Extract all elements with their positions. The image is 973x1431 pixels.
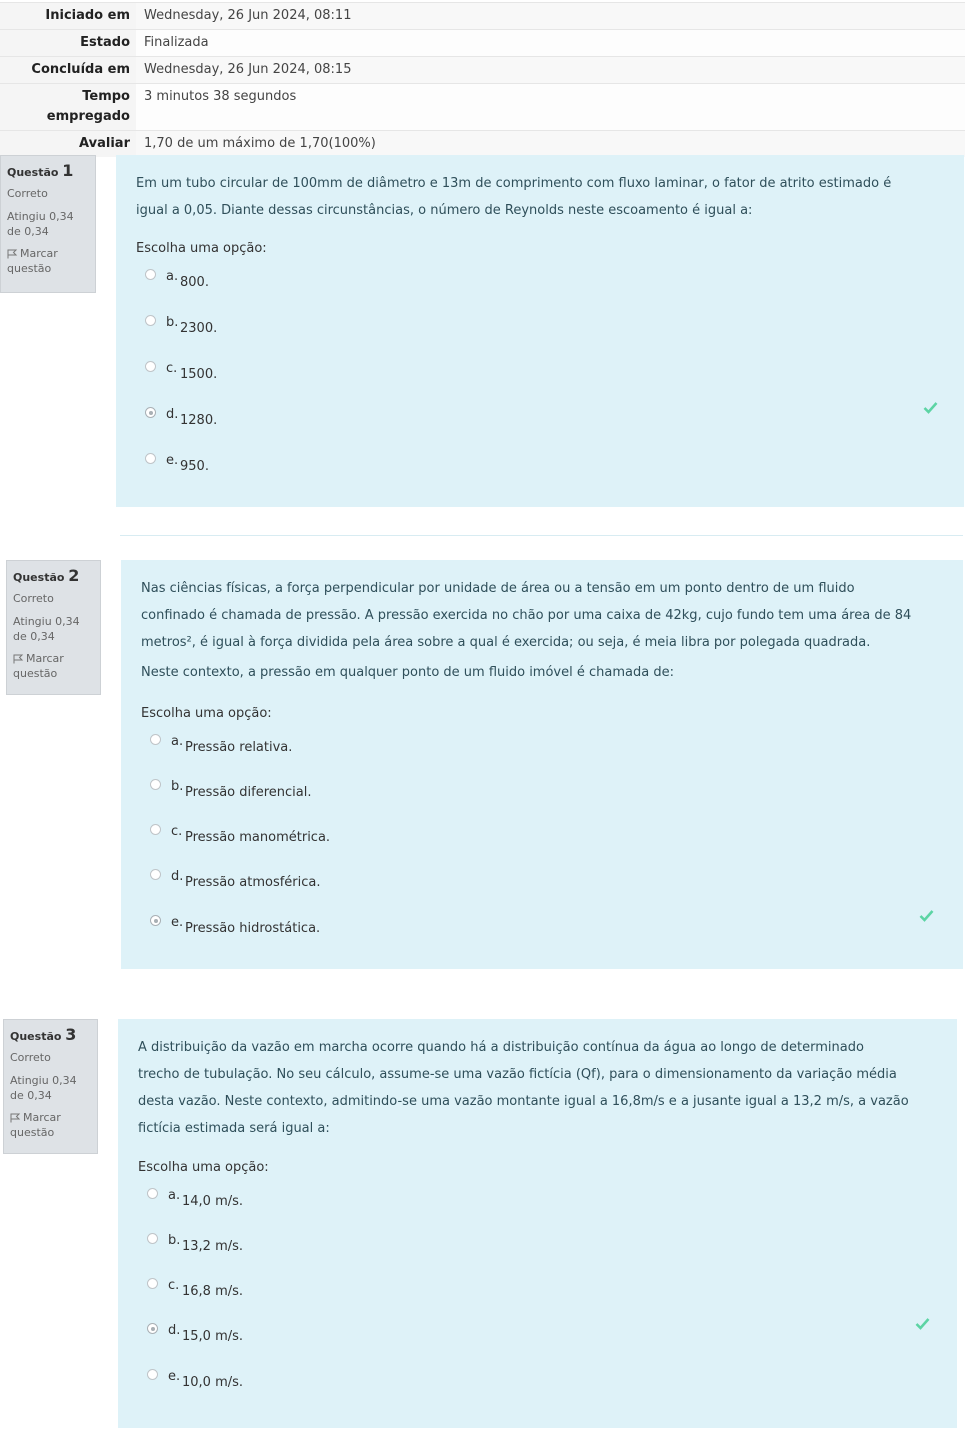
check-icon [923, 401, 938, 414]
radio-button[interactable] [147, 1369, 158, 1380]
answer-option[interactable]: d. Pressão atmosférica. [141, 867, 943, 913]
summary-label: Estado [0, 30, 136, 57]
question-info [0, 155, 96, 293]
summary-row-completed [0, 57, 965, 84]
question-grade: Atingiu 0,34 de 0,34 [7, 210, 74, 238]
question-content [116, 155, 964, 507]
answer-options [141, 732, 943, 959]
summary-label: Tempo empregado [0, 84, 136, 131]
answer-option[interactable]: b. 2300. [136, 313, 944, 359]
summary-value: 1,70 de um máximo de 1,70(100%) [136, 131, 965, 158]
answer-option[interactable]: e. 950. [136, 451, 944, 497]
answer-options [138, 1186, 937, 1413]
summary-row-time [0, 84, 965, 131]
radio-button[interactable] [145, 453, 156, 464]
summary-value: Finalizada [136, 30, 965, 57]
radio-button-checked[interactable] [147, 1323, 158, 1334]
question-title: Questão 1 [7, 161, 74, 180]
question-grade: Atingiu 0,34 de 0,34 [10, 1074, 77, 1102]
summary-value: Wednesday, 26 Jun 2024, 08:15 [136, 57, 965, 84]
question-grade: Atingiu 0,34 de 0,34 [13, 615, 80, 643]
question-content [121, 560, 963, 969]
answer-option[interactable]: b. 13,2 m/s. [138, 1231, 937, 1276]
answer-option[interactable]: c. Pressão manométrica. [141, 822, 943, 867]
summary-value: 3 minutos 38 segundos [136, 84, 965, 131]
answer-option-selected[interactable]: d. 1280. [136, 405, 944, 451]
answer-option[interactable]: c. 16,8 m/s. [138, 1276, 937, 1321]
answer-option-selected[interactable]: d. 15,0 m/s. [138, 1321, 937, 1367]
radio-button[interactable] [145, 315, 156, 326]
radio-button[interactable] [145, 361, 156, 372]
summary-row-grade [0, 131, 965, 158]
answer-prompt: Escolha uma opção: [138, 1160, 269, 1175]
radio-button-checked[interactable] [145, 407, 156, 418]
answer-prompt: Escolha uma opção: [141, 706, 272, 721]
flag-question-link[interactable]: Marcar questão [7, 247, 58, 275]
question-info [6, 560, 101, 695]
question-title: Questão 3 [10, 1025, 77, 1044]
check-icon [915, 1317, 930, 1330]
answer-option[interactable]: c. 1500. [136, 359, 944, 405]
question-state: Correto [7, 187, 48, 200]
question-state: Correto [10, 1051, 51, 1064]
summary-label: Avaliar [0, 131, 136, 158]
radio-button[interactable] [150, 824, 161, 835]
check-icon [919, 909, 934, 922]
divider [120, 535, 963, 536]
radio-button[interactable] [147, 1233, 158, 1244]
radio-button[interactable] [147, 1188, 158, 1199]
radio-button-checked[interactable] [150, 915, 161, 926]
question-content [118, 1019, 957, 1428]
flag-question-link[interactable]: Marcar questão [13, 652, 64, 680]
radio-button[interactable] [150, 734, 161, 745]
question-info [3, 1019, 98, 1154]
answer-prompt: Escolha uma opção: [136, 241, 267, 256]
flag-question-link[interactable]: Marcar questão [10, 1111, 61, 1139]
radio-button[interactable] [150, 779, 161, 790]
summary-row-started [0, 3, 965, 30]
radio-button[interactable] [145, 269, 156, 280]
flag-icon [13, 654, 24, 664]
flag-icon [7, 249, 18, 259]
summary-label: Concluída em [0, 57, 136, 84]
attempt-summary-table [0, 2, 965, 157]
question-state: Correto [13, 592, 54, 605]
radio-button[interactable] [150, 869, 161, 880]
answer-option[interactable]: a. Pressão relativa. [141, 732, 943, 777]
summary-row-state [0, 30, 965, 57]
question-text: A distribuição da vazão em marcha ocorre quando há a distribuição contínua da água ao longo de determinado trecho de tubulação. No seu cálculo, assume-se uma vazão fictícia (Qf), para o dimensionamento da variação média desta vazão. Neste contexto, admitindo-se uma vazão montante igual a 16,8m/s e a jusante igual a 13,2 m/s, a vazão fictícia estimada será igual a: [138, 1040, 909, 1136]
question-title: Questão 2 [13, 566, 80, 585]
answer-option[interactable]: b. Pressão diferencial. [141, 777, 943, 822]
answer-options [136, 267, 944, 497]
answer-option[interactable]: e. 10,0 m/s. [138, 1367, 937, 1413]
answer-option-selected[interactable]: e. Pressão hidrostática. [141, 913, 943, 959]
radio-button[interactable] [147, 1278, 158, 1289]
answer-option[interactable]: a. 14,0 m/s. [138, 1186, 937, 1231]
flag-icon [10, 1113, 21, 1123]
summary-value: Wednesday, 26 Jun 2024, 08:11 [136, 3, 965, 30]
question-text: Nas ciências físicas, a força perpendicular por unidade de área ou a tensão em um ponto dentro de um fluido confinado é chamada de pressão. A pressão exercida no chão por uma caixa de 42kg, cujo fundo tem uma área de 84 metros², é igual à força dividida pela área sobre a qual é exercida; ou seja, é meia libra por polegada quadrada. Neste contexto, a pressão em qualquer ponto de um fluido imóvel é chamada de: [141, 581, 912, 680]
summary-label: Iniciado em [0, 3, 136, 30]
question-text: Em um tubo circular de 100mm de diâmetro e 13m de comprimento com fluxo laminar, o fator de atrito estimado é igual a 0,05. Diante dessas circunstâncias, o número de Reynolds neste escoamento é igual a: [136, 176, 892, 218]
answer-option[interactable]: a. 800. [136, 267, 944, 313]
